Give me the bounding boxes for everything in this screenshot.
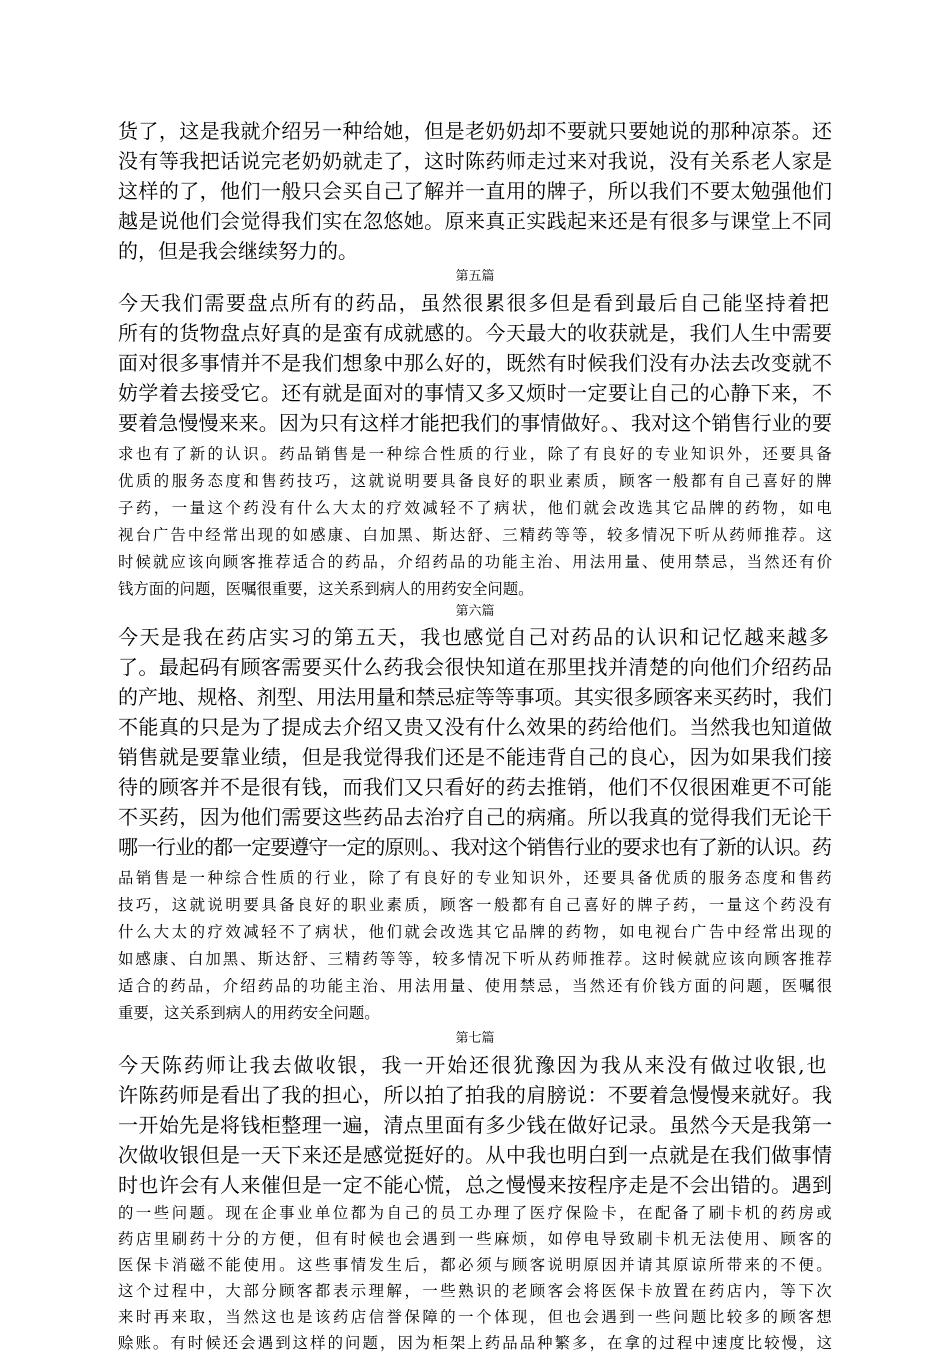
text-line: 来时再来取，当然这也是该药店信誉保障的一个体现，但也会遇到一些问题比较多的顾客想 <box>118 1308 835 1326</box>
text-line: 货了，这是我就介绍另一种给她，但是老奶奶却不要就只要她说的那种凉茶。还 <box>118 119 833 143</box>
text-line: 不买药，因为他们需要这些药品去治疗自己的病痛。所以我真的觉得我们无论干 <box>118 805 833 829</box>
text-line: 面对很多事情并不是我们想象中那么好的，既然有时候我们没有办法去改变就不 <box>118 351 833 375</box>
text-line: 的产地、规格、剂型、用法用量和禁忌症等等事项。其实很多顾客来买药时，我们 <box>118 685 832 709</box>
text-line: 待的顾客并不是很有钱，而我们又只看好的药去推销，他们不仅很困难更不可能 <box>118 775 833 799</box>
text-line: 视台广告中经常出现的如感康、白加黑、斯达舒、三精药等等，较多情况下听从药师推荐。这 <box>118 526 835 544</box>
text-line: 求也有了新的认识。药品销售是一种综合性质的行业，除了有良好的专业知识外，还要具备 <box>118 445 835 463</box>
section-heading: 第五篇 <box>455 269 495 284</box>
section-heading: 第七篇 <box>455 1031 495 1046</box>
text-line: 许陈药师是看出了我的担心，所以拍了拍我的肩膀说：不要着急慢慢来就好。我 <box>118 1083 833 1107</box>
text-line: 的一些问题。现在企事业单位都为自己的员工办理了医疗保险卡，在配备了刷卡机的药房或 <box>118 1204 835 1222</box>
text-line: 的，但是我会继续努力的。 <box>118 239 358 263</box>
text-line: 钱方面的问题，医嘱很重要，这关系到病人的用药安全问题。 <box>118 580 534 598</box>
text-line: 品销售是一种综合性质的行业，除了有良好的专业知识外，还要具备优质的服务态度和售药 <box>118 869 835 887</box>
text-line: 这样的了，他们一般只会买自己了解并一直用的牌子，所以我们不要太勉强他们 <box>118 179 833 203</box>
text-line: 要着急慢慢来来。因为只有这样才能把我们的事情做好。、我对这个销售行业的要 <box>118 411 833 435</box>
text-line: 不能真的只是为了提成去介绍又贵又没有什么效果的药给他们。当然我也知道做 <box>118 715 833 739</box>
text-line: 越是说他们会觉得我们实在忽悠她。原来真正实践起来还是有很多与课堂上不同 <box>118 209 833 233</box>
text-line: 适合的药品，介绍药品的功能主治、用法用量、使用禁忌，当然还有价钱方面的问题，医嘱很 <box>118 977 835 995</box>
text-line: 哪一行业的都一定要遵守一定的原则。、我对这个销售行业的要求也有了新的认识。药 <box>118 835 832 859</box>
text-line: 时候就应该向顾客推荐适合的药品，介绍药品的功能主治、用法用量、使用禁忌，当然还有价 <box>118 553 835 571</box>
text-line: 如感康、白加黑、斯达舒、三精药等等，较多情况下听从药师推荐。这时候就应该向顾客推荐 <box>118 950 835 968</box>
text-line: 今天我们需要盘点所有的药品，虽然很累很多但是看到最后自己能坚持着把 <box>118 291 831 315</box>
text-line: 次做收银但是一天下来还是感觉挺好的。从中我也明白到一点就是在我们做事情 <box>118 1143 833 1167</box>
text-line: 没有等我把话说完老奶奶就走了，这时陈药师走过来对我说，没有关系老人家是 <box>118 149 833 173</box>
text-line: 了。最起码有顾客需要买什么药我会很快知道在那里找并清楚的向他们介绍药品 <box>118 655 833 679</box>
text-line: 技巧，这就说明要具备良好的职业素质，顾客一般都有自己喜好的牌子药，一量这个药没有 <box>118 896 835 914</box>
text-line: 所有的货物盘点好真的是蛮有成就感的。今天最大的收获就是，我们人生中需要 <box>118 321 833 345</box>
text-line: 今天是我在药店实习的第五天，我也感觉自己对药品的认识和记忆越来越多 <box>118 625 831 649</box>
text-line: 子药，一量这个药没有什么大太的疗效减轻不了病状，他们就会改选其它品牌的药物，如电 <box>118 499 835 517</box>
text-line: 今天陈药师让我去做收银，我一开始还很犹豫因为我从来没有做过收银,也 <box>118 1053 829 1077</box>
text-line: 医保卡消磁不能使用。这些事情发生后，都必须与顾客说明原因并请其原谅所带来的不便。 <box>118 1256 835 1274</box>
text-line: 药店里刷药十分的方便，但有时候也会遇到一些麻烦，如停电导致刷卡机无法使用、顾客的 <box>118 1230 835 1248</box>
text-line: 优质的服务态度和售药技巧，这就说明要具备良好的职业素质，顾客一般都有自己喜好的牌 <box>118 472 835 490</box>
text-line: 赊账。有时候还会遇到这样的问题，因为柜架上药品品种繁多，在拿的过程中速度比较慢，这 <box>118 1334 835 1352</box>
text-line: 这个过程中，大部分顾客都表示理解，一些熟识的老顾客会将医保卡放置在药店内，等下次 <box>118 1282 835 1300</box>
text-line: 妨学着去接受它。还有就是面对的事情又多又烦时一定要让自己的心静下来，不 <box>118 381 833 405</box>
text-line: 时也许会有人来催但是一定不能心慌，总之慢慢来按程序走是不会出错的。遇到 <box>118 1173 833 1197</box>
text-line: 重要，这关系到病人的用药安全问题。 <box>118 1004 380 1022</box>
text-line: 什么大太的疗效减轻不了病状，他们就会改选其它品牌的药物，如电视台广告中经常出现的 <box>118 923 835 941</box>
text-line: 销售就是要靠业绩，但是我觉得我们还是不能违背自己的良心，因为如果我们接 <box>118 745 833 769</box>
text-line: 一开始先是将钱柜整理一遍，清点里面有多少钱在做好记录。虽然今天是我第一 <box>118 1113 833 1137</box>
section-heading: 第六篇 <box>455 604 495 619</box>
